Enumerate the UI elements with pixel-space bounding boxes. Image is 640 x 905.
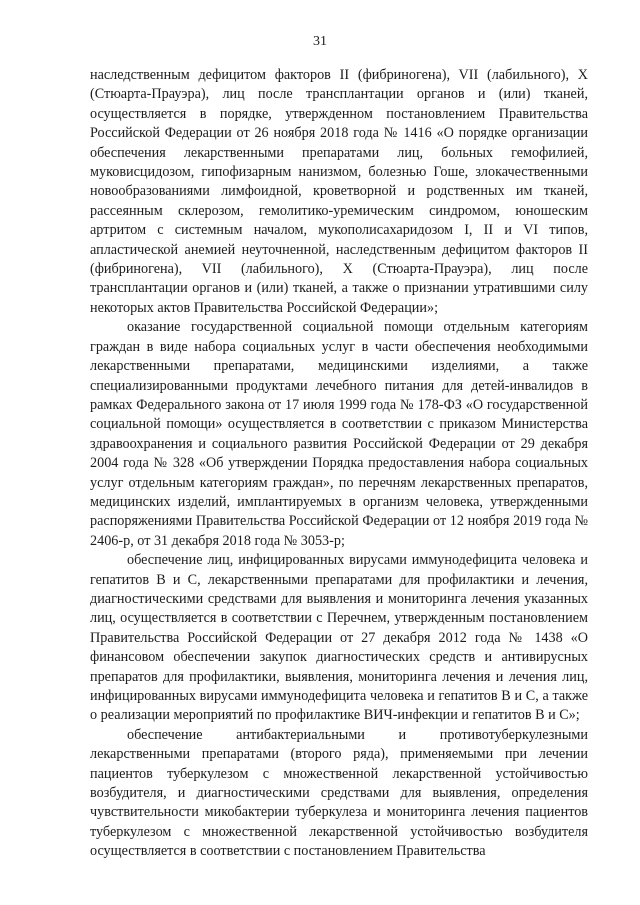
page-number: 31: [313, 34, 327, 49]
paragraph-tuberculosis: обеспечение антибактериальными и противотуберкулезными лекарственными препаратами (второго ряда), применяемыми при лечении пациентов туберкулезом с множественной лекарственной устойчивостью возбудителя, и диагностическими средствами для выявления, определения чувствительности микобактерии туберкулеза и мониторинга лечения пациентов туберкулезом с множественной лекарственной устойчивостью возбудителя осуществляется в соответствии с постановлением Правительства: [90, 726, 588, 860]
paragraph-social-assistance: оказание государственной социальной помощи отдельным категориям граждан в виде набора социальных услуг в части обеспечения необходимыми лекарственными препаратами, медицинскими изделиями, а также специализированными продуктами лечебного питания для детей-инвалидов в рамках Федерального закона от 17 июля 1999 года № 178-ФЗ «О государственной социальной помощи» осуществляется в соответствии с приказом Министерства здравоохранения и социального развития Российской Федерации от 29 декабря 2004 года № 328 «Об утверждении Порядка предоставления набора социальных услуг отдельным категориям граждан», по перечням лекарственных препаратов, медицинских изделий, имплантируемых в организм человека, утвержденными распоряжениями Правительства Российской Федерации от 12 ноября 2019 года № 2406-р, от 31 декабря 2018 года № 3053-р;: [90, 319, 588, 549]
paragraph-hemophilia-continuation: наследственным дефицитом факторов II (фибриногена), VII (лабильного), X (Стюарта-Прауэра), лиц после трансплантации органов и (или) тканей, осуществляется в порядке, утвержденном постановлением Правительства Российской Федерации от 26 ноября 2018 года № 1416 «О порядке организации обеспечения лекарственными препаратами лиц, больных гемофилией, муковисцидозом, гипофизарным нанизмом, болезнью Гоше, злокачественными новообразованиями лимфоидной, кроветворной и родственных им тканей, рассеянным склерозом, гемолитико-уремическим синдромом, юношеским артритом с системным началом, мукополисахаридозом I, II и VI типов, апластической анемией неуточненной, наследственным дефицитом факторов II (фибриногена), VII (лабильного), X (Стюарта-Прауэра), лиц после трансплантации органов и (или) тканей, а также о признании утратившими силу некоторых актов Правительства Российской Федерации»;: [90, 67, 588, 316]
paragraph-hiv-hepatitis: обеспечение лиц, инфицированных вирусами иммунодефицита человека и гепатитов В и С, лекарственными препаратами для профилактики и лечения, диагностическими средствами для выявления и мониторинга лечения указанных лиц, осуществляется в соответствии с Перечнем, утвержденным постановлением Правительства Российской Федерации от 27 декабря 2012 года № 1438 «О финансовом обеспечении закупок диагностических средств и антивирусных препаратов для профилактики, выявления, мониторинга лечения и лечения лиц, инфицированных вирусами иммунодефицита человека и гепатитов В и С, а также о реализации мероприятий по профилактике ВИЧ-инфекции и гепатитов В и С»;: [90, 552, 588, 724]
document-body: [90, 66, 588, 862]
